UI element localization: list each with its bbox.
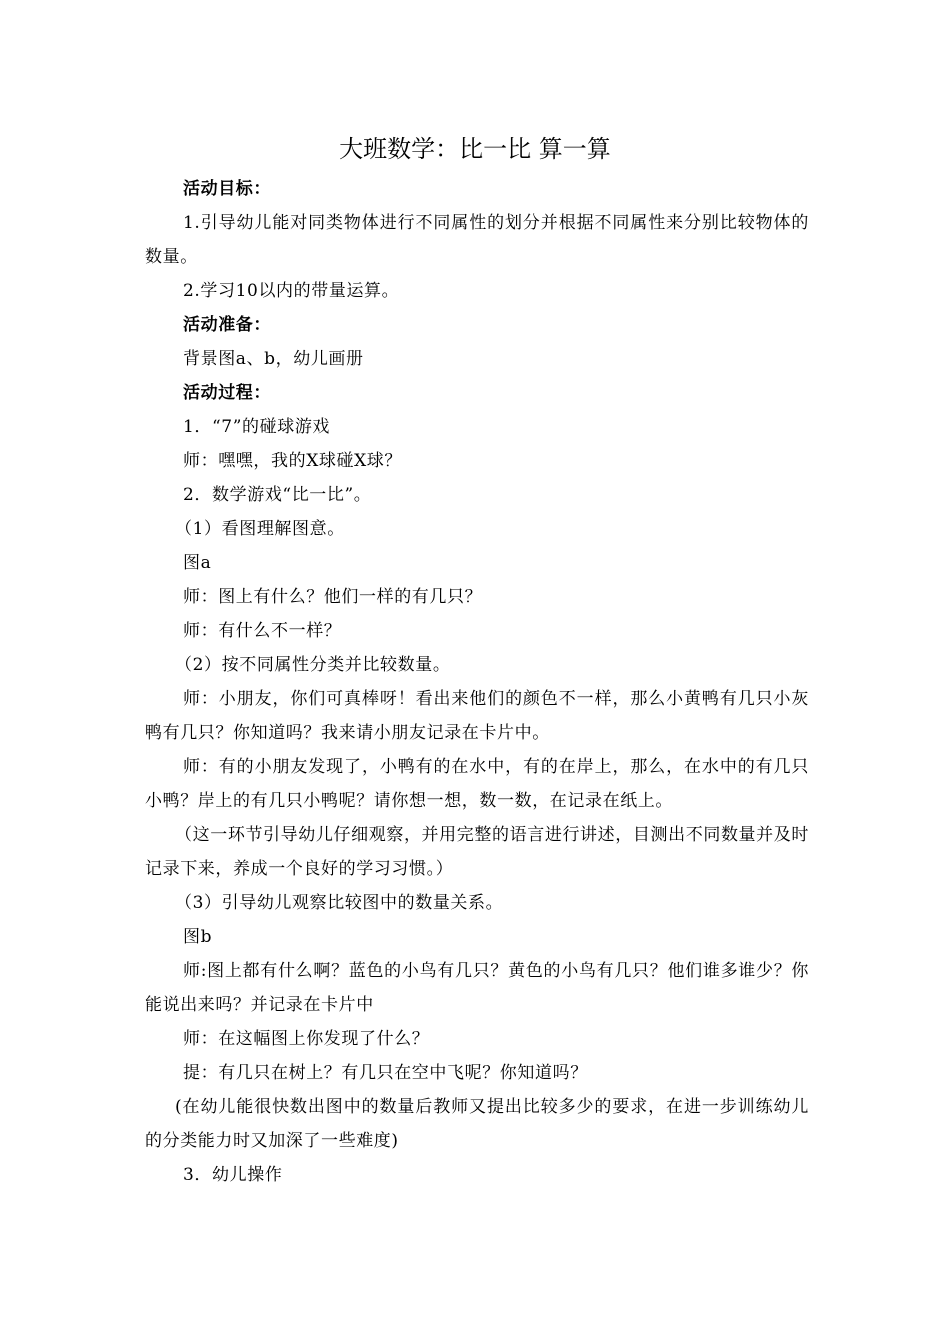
paragraph: 师:图上都有什么啊？蓝色的小鸟有几只？黄色的小鸟有几只？他们谁多谁少？你能说出来吗？并记录在卡片中 [145,961,809,1015]
paragraph: (在幼儿能很快数出图中的数量后教师又提出比较多少的要求，在进一步训练幼儿的分类能力时又加深了一些难度) [145,1097,809,1151]
paragraph: 图a [183,553,212,573]
paragraph: （这一环节引导幼儿仔细观察，并用完整的语言进行讲述，目测出不同数量并及时记录下来，养成一个良好的学习习惯。） [145,825,809,879]
paragraph: 2．数学游戏“比一比”。 [183,485,372,505]
paragraph: 1.引导幼儿能对同类物体进行不同属性的划分并根据不同属性来分别比较物体的数量。 [145,213,809,267]
paragraph: 1．“7”的碰球游戏 [183,417,331,437]
document-body [145,172,809,1192]
paragraph: （3）引导幼儿观察比较图中的数量关系。 [175,893,504,913]
paragraph: 3．幼儿操作 [183,1165,283,1185]
paragraph: 师：有什么不一样？ [183,621,342,641]
paragraph: 背景图a、b，幼儿画册 [183,349,364,369]
paragraph: 提：有几只在树上？有几只在空中飞呢？你知道吗？ [183,1063,588,1083]
paragraph: 师：小朋友，你们可真棒呀！看出来他们的颜色不一样，那么小黄鸭有几只小灰鸭有几只？你知道吗？我来请小朋友记录在卡片中。 [145,689,809,743]
paragraph: 师：在这幅图上你发现了什么？ [183,1029,430,1049]
paragraph: 师：嘿嘿，我的X球碰X球？ [183,451,403,471]
paragraph: （2）按不同属性分类并比较数量。 [175,655,451,675]
paragraph: 师：有的小朋友发现了，小鸭有的在水中，有的在岸上，那么，在水中的有几只小鸭？岸上的有几只小鸭呢？请你想一想，数一数，在记录在纸上。 [145,757,809,811]
paragraph: （1）看图理解图意。 [175,519,345,539]
section-heading-goals: 活动目标： [183,179,271,199]
paragraph: 图b [183,927,213,947]
paragraph: 师：图上有什么？他们一样的有几只？ [183,587,483,607]
paragraph: 2.学习10以内的带量运算。 [183,281,400,301]
document-title: 大班数学：比一比 算一算 [339,135,611,163]
section-heading-preparation: 活动准备： [183,315,271,335]
section-heading-process: 活动过程： [183,383,271,403]
